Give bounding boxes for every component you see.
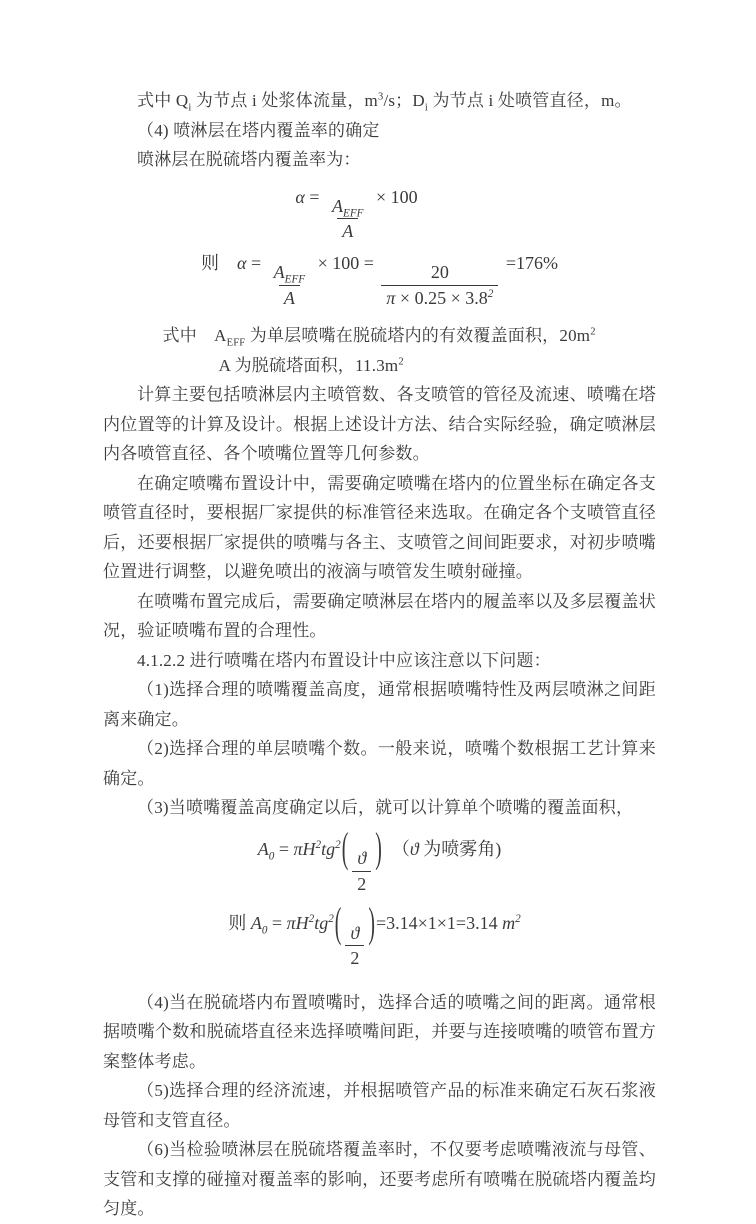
subscript: 0 (261, 924, 268, 937)
big-paren-right: ) (368, 899, 375, 947)
fraction-denominator: 2 (352, 871, 371, 896)
para-item4-heading: （4) 喷淋层在塔内覆盖率的确定 (137, 120, 380, 140)
para-layout-design: 在确定喷嘴布置设计中，需要确定喷嘴在塔内的位置坐标在确定各支喷管直径时，要根据厂家提供的标准管径来选取。在确定各个支喷管直径后，还要根据厂家提供的喷嘴与各主、支喷管之间间距要求，对初步喷嘴位置进行调整，以避免喷出的液滴与喷管发生喷射碰撞。 (103, 473, 656, 582)
para-coverage-intro: 喷淋层在脱硫塔内覆盖率为： (137, 150, 361, 169)
fraction-numerator (345, 922, 364, 946)
para-section-4122: 4.1.2.2 进行喷嘴在塔内布置设计中应该注意以下问题： (137, 650, 551, 670)
fraction-denominator: $\pi \times 0.25 \times 3.8^2$ (381, 285, 498, 310)
para-a-def: A 为脱硫塔面积，$11.3m^2$ (218, 355, 404, 375)
fraction-numerator (352, 847, 371, 871)
big-paren-right: ) (375, 825, 382, 873)
para-note3: （3)当喷嘴覆盖高度确定以后，就可以计算单个喷嘴的覆盖面积， (137, 798, 634, 818)
fraction (381, 261, 498, 309)
fraction-numerator (269, 261, 310, 285)
fraction-numerator: 20 (430, 262, 449, 283)
math-symbol: A (283, 287, 295, 308)
subscript: EFF (343, 207, 364, 220)
big-paren-left: ( (341, 825, 349, 873)
math-symbol: α (295, 186, 305, 207)
fraction (352, 847, 371, 895)
big-paren-left: ( (334, 899, 342, 947)
fraction (327, 195, 368, 243)
math-symbol: A (250, 913, 262, 934)
math-symbol: πH (286, 913, 309, 934)
math-symbol: ϑ (409, 838, 419, 859)
para-calc-scope: 计算主要包括喷淋层内主喷管数、各支喷管的管径及流速、喷嘴在塔内位置等的计算及设计。根据上述设计方法、结合实际经验，确定喷淋层内各喷管直径、各个喷嘴位置等几何参数。 (103, 385, 656, 464)
fraction-denominator (337, 218, 358, 243)
superscript: 2 (398, 356, 404, 368)
fraction (345, 922, 364, 970)
fraction-numerator (327, 195, 368, 219)
math-symbol: tg (314, 913, 329, 934)
superscript: 2 (487, 287, 494, 300)
para-note1: （1)选择合理的喷嘴覆盖高度，通常根据喷嘴特性及两层喷淋之间距离来确定。 (103, 680, 656, 729)
para-where-qi-di: 式中 $Q_i$ 为节点 i 处浆体流量，$m^3/s$；$D_i$ 为节点 i 处喷管直径，m。 (137, 91, 632, 114)
subscript: EFF (226, 337, 246, 349)
math-symbol: α (237, 252, 247, 273)
math-symbol: m (502, 913, 516, 934)
math-symbol: A (332, 195, 343, 216)
math-symbol: tg (321, 838, 336, 859)
formula-a0-calc: 则 $A_0 = \pi H^2tg^2$( $\frac{ϑ}{2}$ )=3.14×1×1=3.14 $m^2$ (228, 899, 521, 969)
fraction-denominator: 2 (345, 945, 364, 970)
fraction-denominator (279, 285, 300, 310)
superscript: 3 (377, 91, 384, 103)
para-note4: （4)当在脱硫塔内布置喷嘴时，选择合适的喷嘴之间的距离。通常根据喷嘴个数和脱硫塔直径来选择喷嘴间距，并要与连接喷嘴的喷管布置方案整体考虑。 (103, 992, 656, 1071)
superscript: 2 (315, 838, 322, 851)
formula-alpha-def: α = $\frac{A_{EFF}}{A}$ × 100 (295, 186, 418, 242)
superscript: 2 (335, 838, 341, 851)
math-symbol: A (257, 838, 269, 859)
superscript: 2 (590, 326, 596, 338)
subscript: EFF (284, 273, 306, 286)
formula-alpha-calc: 则 α = $\frac{A_{EFF}}{A}$ × 100 = $\frac{20}{\pi \times 0.25 \times 3.8^2}$ =176% (201, 252, 558, 308)
para-aeff-def: 式中 $A_{EFF}$ 为单层喷嘴在脱硫塔内的有效覆盖面积，$20m^2$ (162, 326, 596, 349)
math-symbol: ϑ (350, 922, 360, 943)
superscript: 2 (328, 913, 334, 926)
subscript: i (424, 102, 428, 114)
math-symbol: ϑ (357, 848, 367, 869)
subscript: 0 (268, 850, 275, 863)
para-note2: （2)选择合理的单层喷嘴个数。一般来说，喷嘴个数根据工艺计算来确定。 (103, 739, 656, 788)
math-symbol: πH (293, 838, 316, 859)
fraction (269, 261, 310, 309)
document-body (103, 86, 656, 1224)
para-after-layout: 在喷嘴布置完成后，需要确定喷淋层在塔内的履盖率以及多层覆盖状况，验证喷嘴布置的合理性。 (103, 591, 656, 641)
superscript: 2 (308, 913, 315, 926)
math-symbol: π (386, 287, 396, 308)
para-note5: （5)选择合理的经济流速，并根据喷管产品的标准来确定石灰石浆液母管和支管直径。 (103, 1081, 656, 1130)
subscript: i (188, 102, 192, 114)
para-note6: （6)当检验喷淋层在脱硫塔覆盖率时，不仅要考虑喷嘴液流与母管、支管和支撑的碰撞对覆盖率的影响，还要考虑所有喷嘴在脱硫塔内覆盖均匀度。 (103, 1140, 656, 1219)
formula-a0-def: $A_0 = \pi H^2tg^2$( $\frac{ϑ}{2}$ ) （ϑ 为喷雾角) (257, 825, 502, 894)
superscript: 2 (515, 913, 521, 926)
math-symbol: A (273, 262, 285, 283)
math-symbol: A (342, 221, 354, 242)
